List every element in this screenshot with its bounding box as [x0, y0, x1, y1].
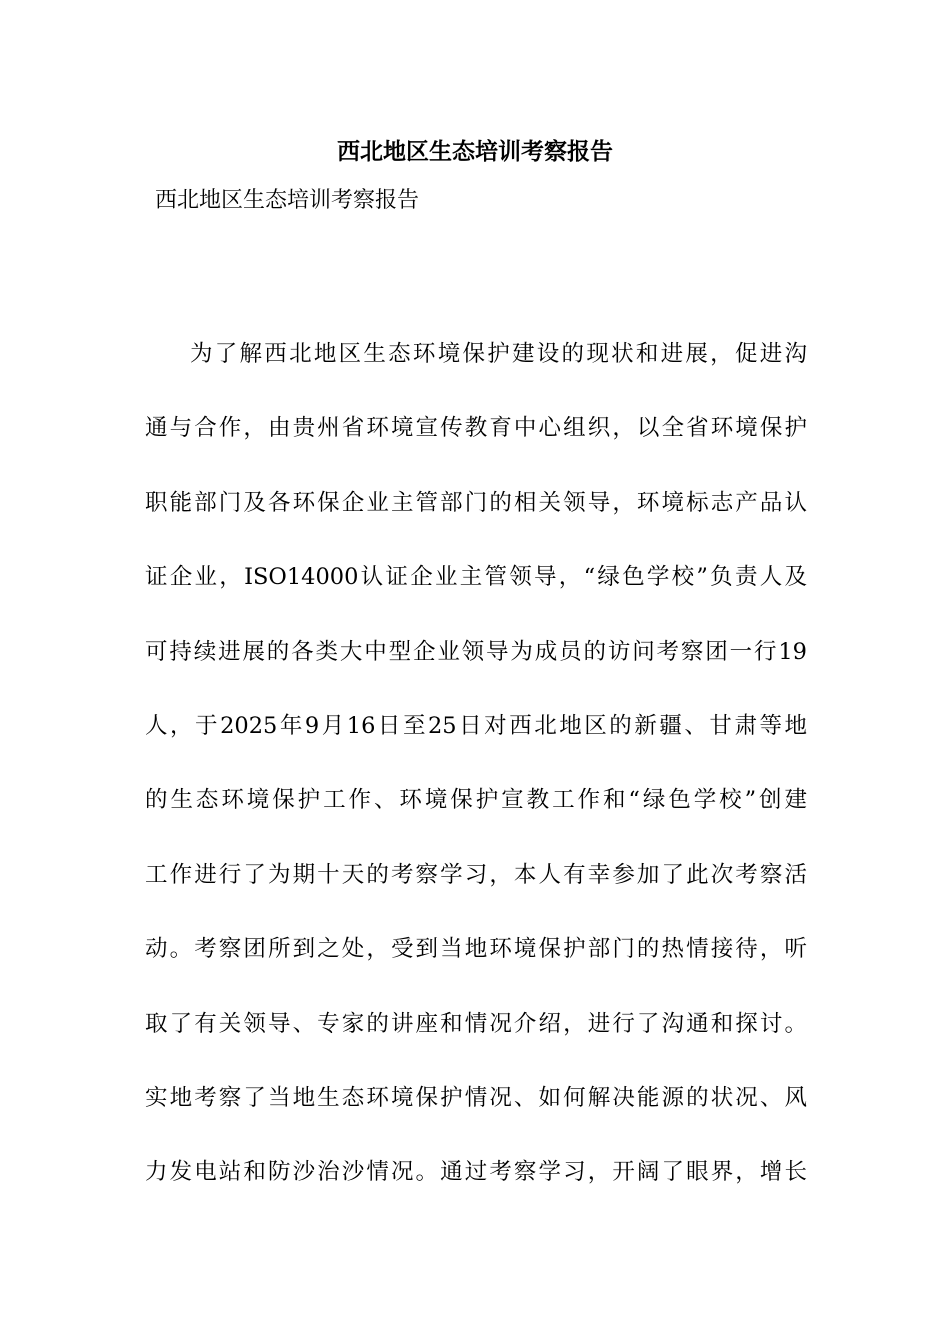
- body-line: 的生态环境保护工作、环境保护宣教工作和“绿色学校”创建: [145, 787, 807, 814]
- body-line: 为了解西北地区生态环境保护建设的现状和进展，促进沟: [190, 341, 807, 367]
- body-line: 职能部门及各环保企业主管部门的相关领导，环境标志产品认: [145, 489, 807, 516]
- document-title: 西北地区生态培训考察报告: [337, 138, 613, 165]
- body-line: 可持续进展的各类大中型企业领导为成员的访问考察团一行19: [145, 638, 807, 665]
- body-line: 人，于2025年9月16日至25日对西北地区的新疆、甘肃等地: [145, 712, 807, 739]
- body-line: 实地考察了当地生态环境保护情况、如何解决能源的状况、风: [145, 1084, 807, 1111]
- body-line: 动。考察团所到之处，受到当地环境保护部门的热情接待，听: [145, 936, 807, 963]
- body-line: 力发电站和防沙治沙情况。通过考察学习，开阔了眼界，增长: [145, 1159, 807, 1186]
- body-line: 通与合作，由贵州省环境宣传教育中心组织，以全省环境保护: [145, 415, 807, 442]
- body-paragraph: [145, 332, 807, 1225]
- body-line: 取了有关领导、专家的讲座和情况介绍，进行了沟通和探讨。: [145, 1010, 807, 1037]
- body-line: 工作进行了为期十天的考察学习，本人有幸参加了此次考察活: [145, 861, 807, 888]
- document-subtitle: 西北地区生态培训考察报告: [155, 188, 420, 213]
- body-line: 证企业，ISO14000认证企业主管领导，“绿色学校”负责人及: [145, 564, 807, 591]
